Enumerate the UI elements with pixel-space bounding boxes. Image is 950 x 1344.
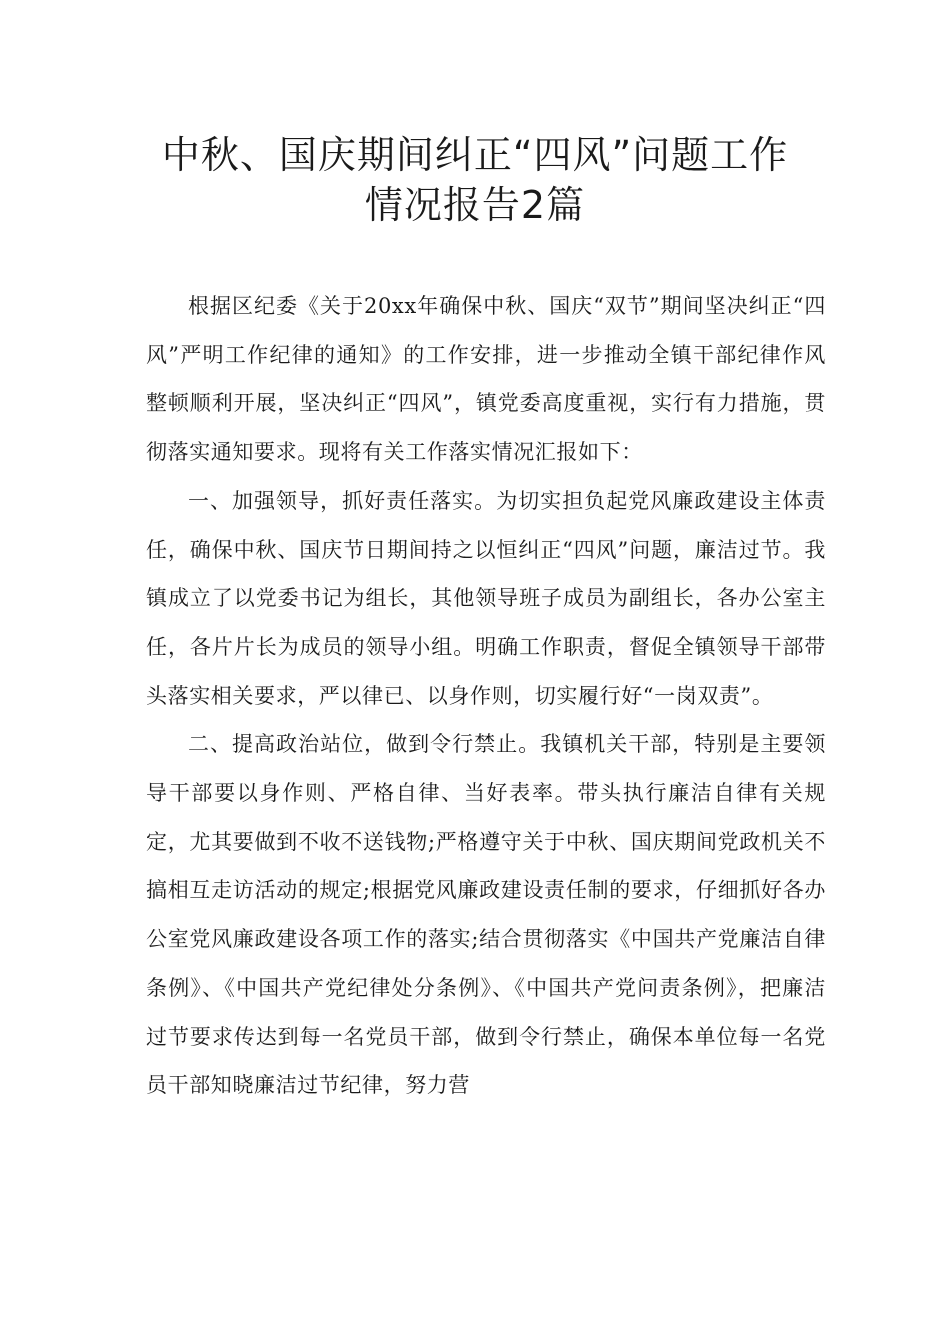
document-title-line-2: 情况报告2篇: [364, 183, 586, 227]
paragraph-section-2: 二、提高政治站位，做到令行禁止。我镇机关干部，特别是主要领导干部要以身作则、严格自律、当好表率。带头执行廉洁自律有关规定，尤其要做到不收不送钱物;严格遵守关于中秋、国庆期间党政机关不搞相互走访活动的规定;根据党风廉政建设责任制的要求，仔细抓好各办公室党风廉政建设各项工作的落实;结合贯彻落实《中国共产党廉洁自律条例》、《中国共产党纪律处分条例》、《中国共产党问责条例》，把廉洁过节要求传达到每一名党员干部，做到令行禁止，确保本单位每一名党员干部知晓廉洁过节纪律，努力营: [146, 732, 826, 1098]
paragraph-intro: 根据区纪委《关于20xx年确保中秋、国庆“双节”期间坚决纠正“四风”严明工作纪律的通知》的工作安排，进一步推动全镇干部纪律作风整顿顺利开展，坚决纠正“四风”，镇党委高度重视，实行有力措施，贯彻落实通知要求。现将有关工作落实情况汇报如下：: [146, 294, 826, 465]
paragraph-section-1: 一、加强领导，抓好责任落实。为切实担负起党风廉政建设主体责任，确保中秋、国庆节日期间持之以恒纠正“四风”问题，廉洁过节。我镇成立了以党委书记为组长，其他领导班子成员为副组长，各办公室主任，各片片长为成员的领导小组。明确工作职责，督促全镇领导干部带头落实相关要求，严以律已、以身作则，切实履行好“一岗双责”。: [146, 488, 826, 708]
document-body: [146, 282, 826, 1110]
document-title-line-1: 中秋、国庆期间纠正“四风”问题工作: [161, 133, 789, 177]
